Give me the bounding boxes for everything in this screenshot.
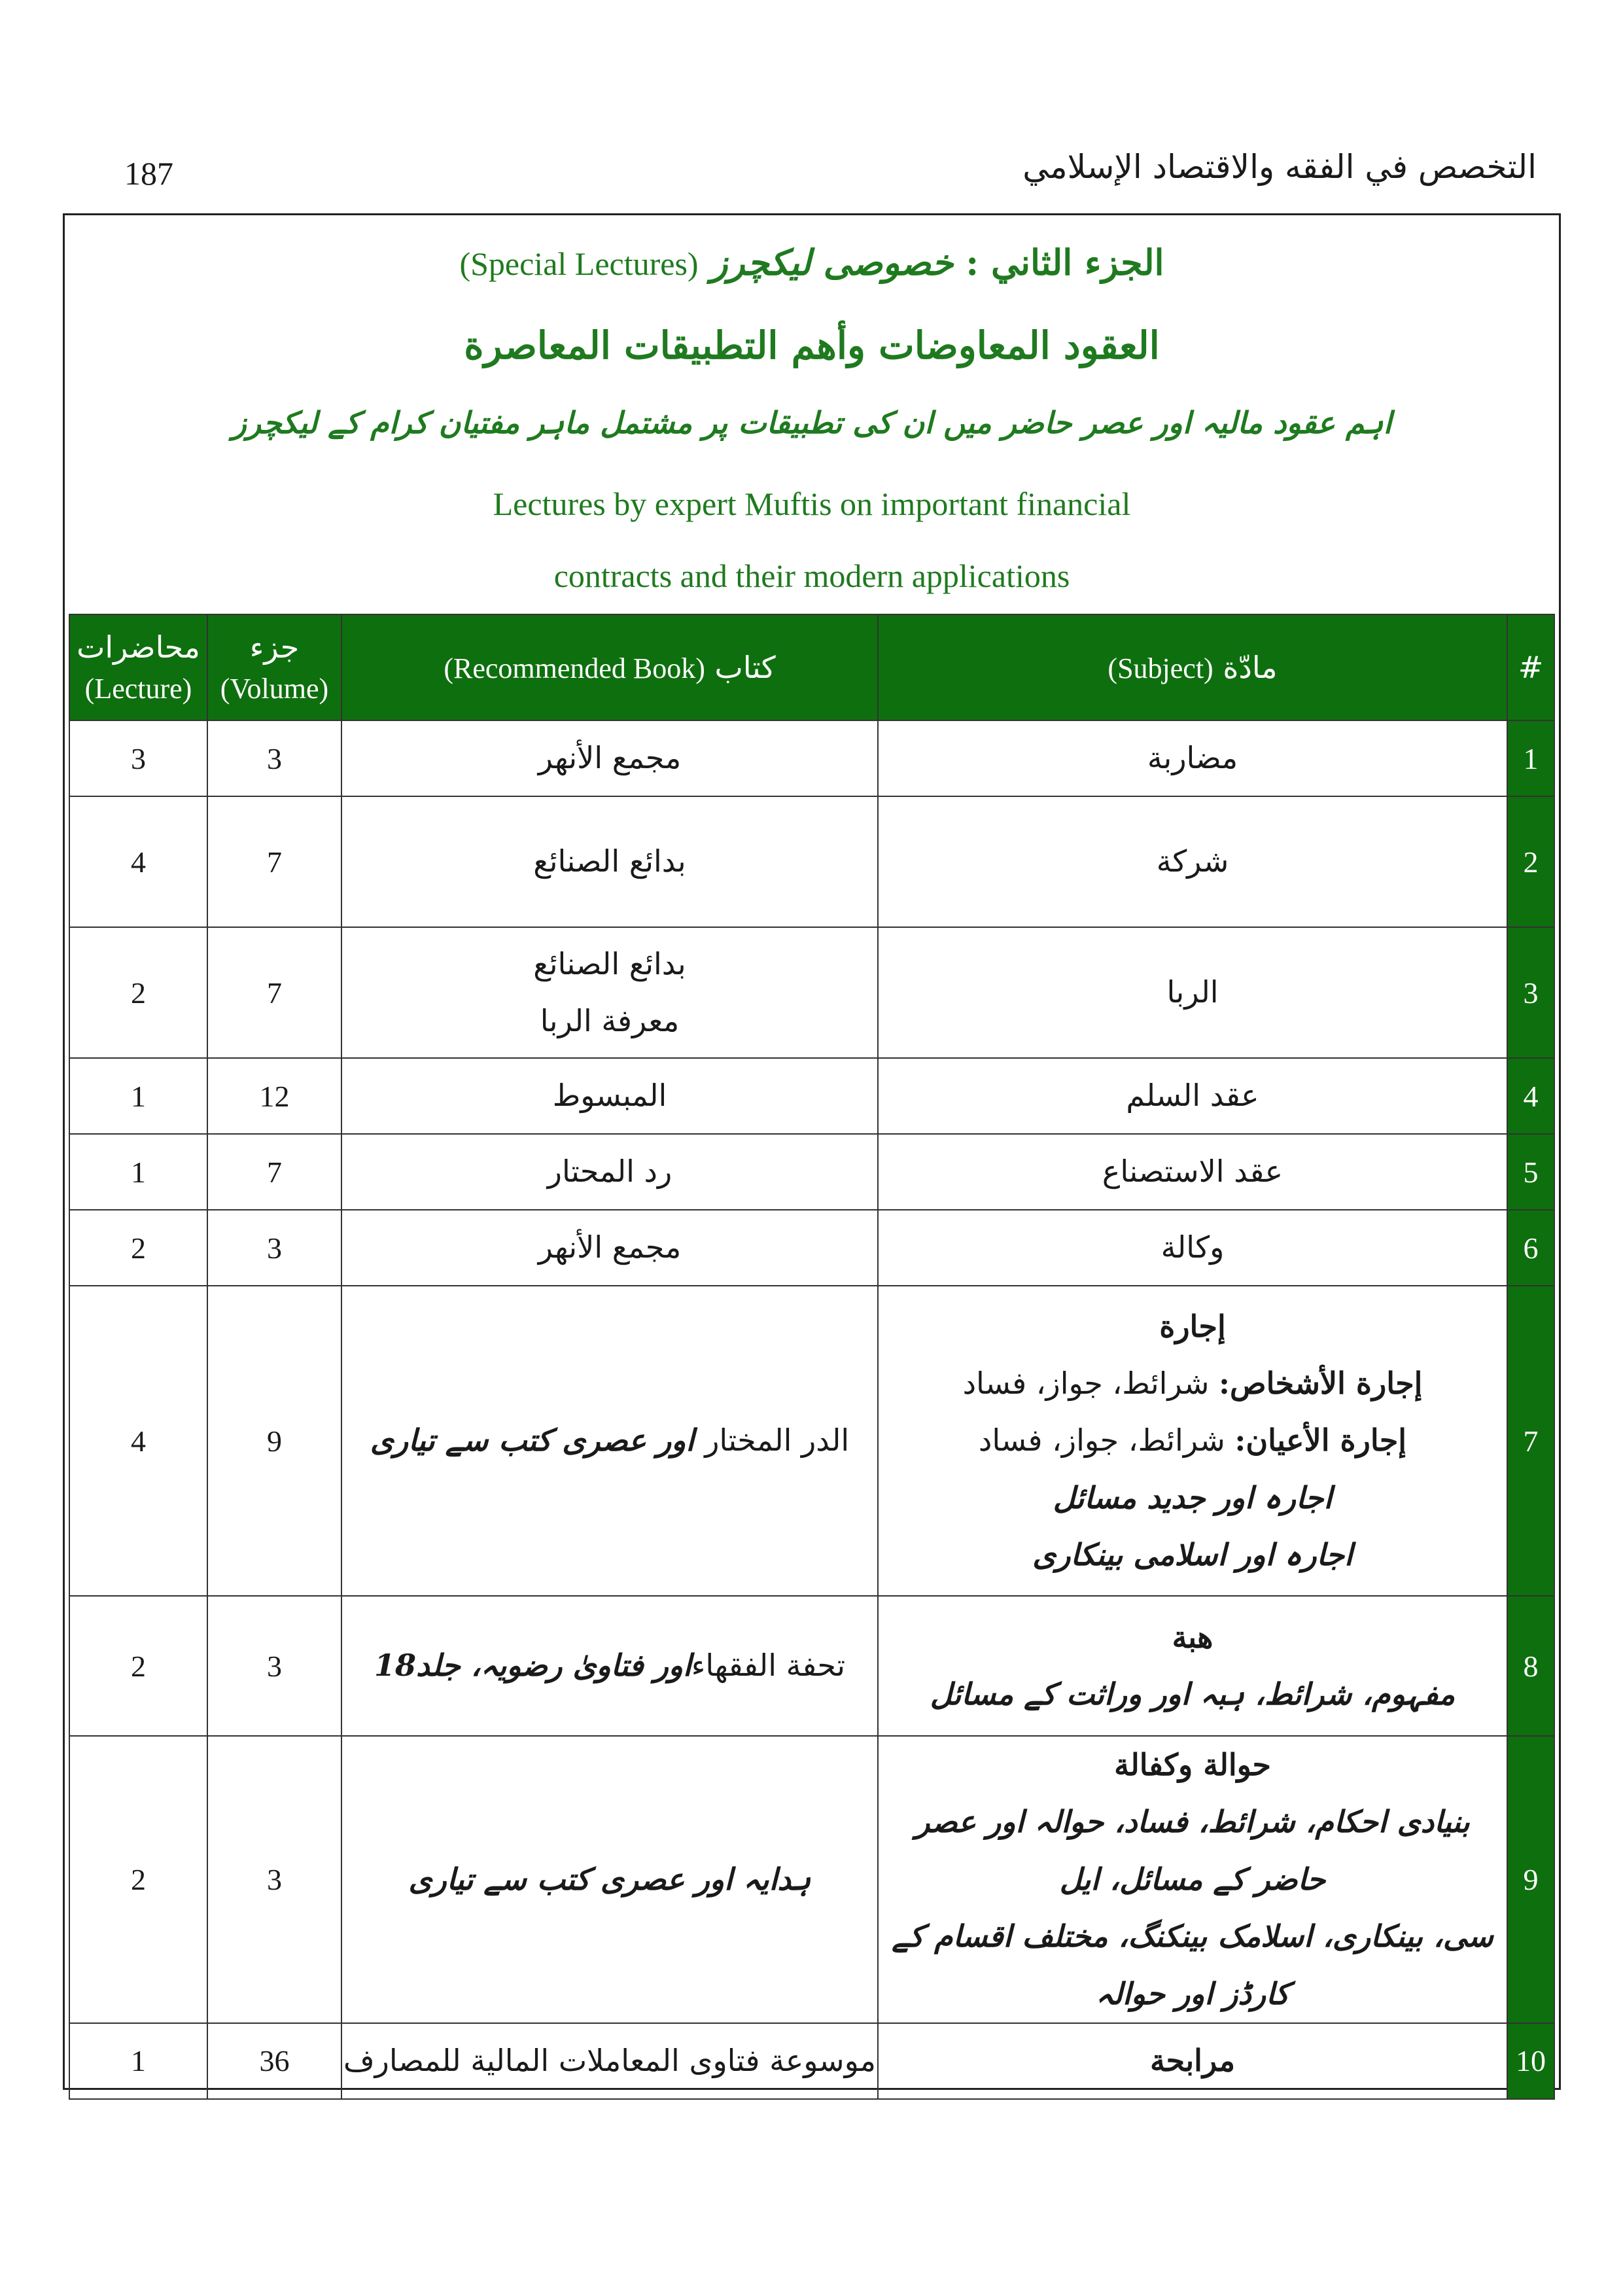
lectures-cell: 1	[69, 2023, 207, 2099]
book-cell: مجمع الأنهر	[341, 720, 878, 796]
lectures-cell: 1	[69, 1058, 207, 1134]
subject-cell: مرابحة	[878, 2023, 1507, 2099]
subject-cell: عقد الاستصناع	[878, 1134, 1507, 1210]
subject-cell: إجارة إجارة الأشخاص: شرائط، جواز، فساد إجارة الأعيان: شرائط، جواز، فساد اجارہ اور جدید مسائل اجارہ اور اسلامی بینکاری	[878, 1286, 1507, 1596]
row-number: 10	[1507, 2023, 1554, 2099]
english-subtitle-line-1: Lectures by expert Muftis on important financial	[493, 486, 1131, 522]
volume-cell: 3	[207, 1210, 341, 1286]
volume-cell: 3	[207, 1596, 341, 1736]
row-number: 1	[1507, 720, 1554, 796]
table-row	[69, 1286, 1554, 1596]
volume-cell: 9	[207, 1286, 341, 1596]
lectures-cell: 2	[69, 1210, 207, 1286]
row-number: 8	[1507, 1596, 1554, 1736]
part-label: الجزء الثاني :	[966, 241, 1164, 283]
subject-cell: شركة	[878, 796, 1507, 927]
table-row	[69, 720, 1554, 796]
subject-cell: عقد السلم	[878, 1058, 1507, 1134]
volume-cell: 7	[207, 927, 341, 1058]
book-cell: تحفة الفقهاءاور فتاویٰ رضویہ، جلد18	[341, 1596, 878, 1736]
content-frame	[63, 213, 1561, 2090]
volume-cell: 3	[207, 1736, 341, 2023]
subject-cell: مضاربة	[878, 720, 1507, 796]
table-row	[69, 2023, 1554, 2099]
header-lectures: محاضرات (Lecture)	[69, 614, 207, 720]
lectures-cell: 2	[69, 1736, 207, 2023]
lectures-cell: 4	[69, 1286, 207, 1596]
table-row	[69, 1736, 1554, 2023]
header-volume: جزء (Volume)	[207, 614, 341, 720]
book-cell: مجمع الأنهر	[341, 1210, 878, 1286]
book-cell: رد المحتار	[341, 1134, 878, 1210]
lectures-cell: 2	[69, 927, 207, 1058]
subject-cell: هبة مفہوم، شرائط، ہبہ اور وراثت کے مسائل	[878, 1596, 1507, 1736]
part-title	[65, 241, 1559, 283]
lectures-cell: 2	[69, 1596, 207, 1736]
book-cell: بدائع الصنائع معرفة الربا	[341, 927, 878, 1058]
row-number: 6	[1507, 1210, 1554, 1286]
subject-cell: الربا	[878, 927, 1507, 1058]
subject-cell: حوالة وكفالة بنیادی احکام، شرائط، فساد، حوالہ اور عصر حاضر کے مسائل، ایل سی، بینکاری، اسلامک بینکنگ، مختلف اقسام کے کارڈز اور حوالہ	[878, 1736, 1507, 2023]
book-cell: ہدایہ اور عصری کتب سے تیاری	[341, 1736, 878, 2023]
main-title: العقود المعاوضات وأهم التطبيقات المعاصرة	[464, 323, 1160, 368]
subjects-table	[69, 614, 1555, 2100]
table-row	[69, 1134, 1554, 1210]
english-subtitle-line-2: contracts and their modern applications	[553, 557, 1070, 594]
volume-cell: 36	[207, 2023, 341, 2099]
lectures-cell: 1	[69, 1134, 207, 1210]
urdu-subtitle: اہم عقود مالیہ اور عصر حاضر میں ان کی تطبیقات پر مشتمل ماہر مفتیان کرام کے لیکچرز	[232, 405, 1392, 440]
row-number: 2	[1507, 796, 1554, 927]
row-number: 5	[1507, 1134, 1554, 1210]
table-header-row	[69, 614, 1554, 720]
volume-cell: 3	[207, 720, 341, 796]
header-book: كتاب (Recommended Book)	[341, 614, 878, 720]
table-row	[69, 1058, 1554, 1134]
header-subject: مادّة (Subject)	[878, 614, 1507, 720]
volume-cell: 7	[207, 796, 341, 927]
part-urdu: خصوصی لیکچرز	[710, 241, 954, 283]
lectures-cell: 4	[69, 796, 207, 927]
table-row	[69, 927, 1554, 1058]
book-cell: المبسوط	[341, 1058, 878, 1134]
row-number: 4	[1507, 1058, 1554, 1134]
row-number: 3	[1507, 927, 1554, 1058]
table-row	[69, 1596, 1554, 1736]
lectures-cell: 3	[69, 720, 207, 796]
book-cell: بدائع الصنائع	[341, 796, 878, 927]
table-row	[69, 796, 1554, 927]
book-cell: موسوعة فتاوى المعاملات المالية للمصارف	[341, 2023, 878, 2099]
page-number: 187	[124, 155, 173, 192]
volume-cell: 7	[207, 1134, 341, 1210]
part-en: (Special Lectures)	[459, 245, 699, 282]
row-number: 9	[1507, 1736, 1554, 2023]
header-num: #	[1507, 614, 1554, 720]
volume-cell: 12	[207, 1058, 341, 1134]
subject-cell: وكالة	[878, 1210, 1507, 1286]
book-cell: الدر المختار اور عصری کتب سے تیاری	[341, 1286, 878, 1596]
running-header: التخصص في الفقه والاقتصاد الإسلامي	[1022, 148, 1537, 186]
table-row	[69, 1210, 1554, 1286]
row-number: 7	[1507, 1286, 1554, 1596]
